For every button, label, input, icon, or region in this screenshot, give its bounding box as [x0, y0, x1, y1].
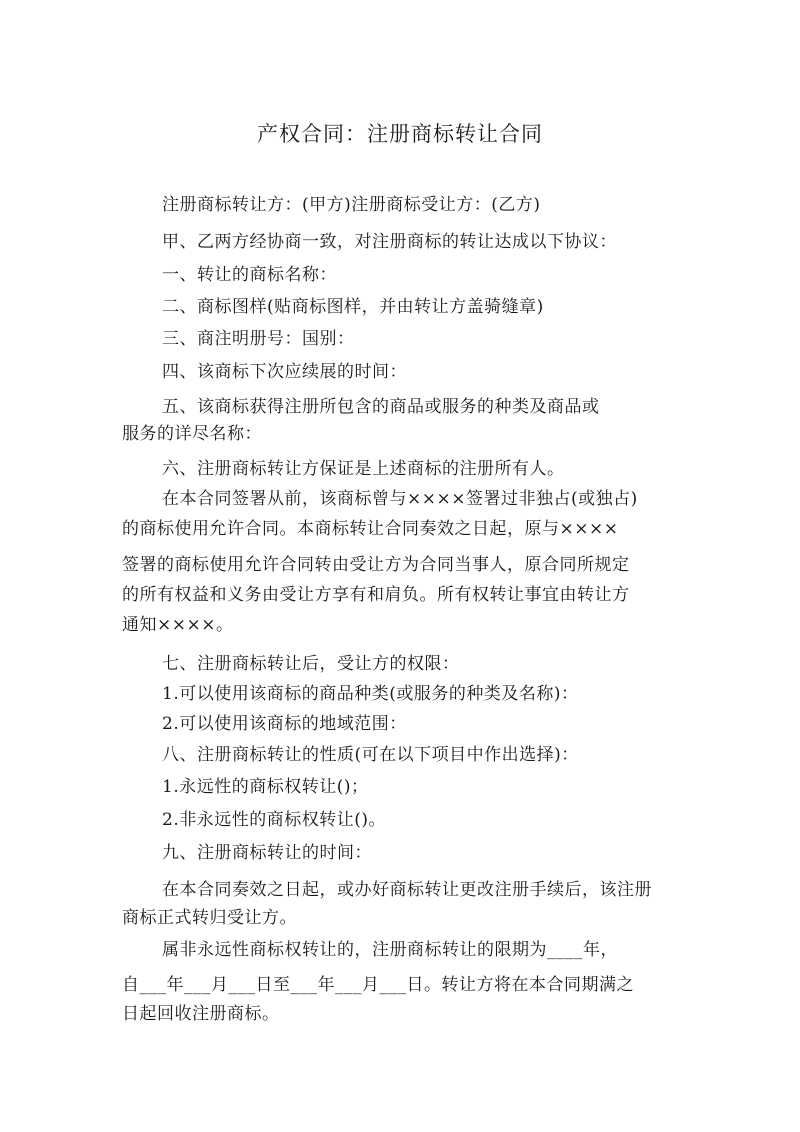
clause-8-item-2: 2.非永远性的商标权转让()。 [162, 810, 386, 830]
clause-6-line-3: 的商标使用允许合同。本商标转让合同奏效之日起，原与×××× [122, 519, 619, 539]
clause-6-line-1: 六、注册商标转让方保证是上述商标的注册所有人。 [162, 459, 565, 479]
clause-6-line-4: 签署的商标使用允许合同转由受让方为合同当事人，原合同所规定 [122, 555, 630, 575]
clause-8-heading: 八、注册商标转让的性质(可在以下项目中作出选择)： [162, 745, 579, 765]
clause-8-item-1: 1.永远性的商标权转让()； [162, 777, 369, 797]
clause-9-line-1: 在本合同奏效之日起，或办好商标转让更改注册手续后，该注册 [162, 880, 652, 900]
clause-7-item-2: 2.可以使用该商标的地域范围： [162, 714, 407, 734]
clause-4-renewal-time: 四、该商标下次应续展的时间： [162, 362, 407, 382]
paragraph-parties: 注册商标转让方：(甲方)注册商标受让方：(乙方) [162, 195, 541, 215]
clause-6-line-6: 通知××××。 [122, 615, 234, 635]
term-line-1: 属非永远性商标权转让的，注册商标转让的限期为____年， [162, 940, 618, 960]
term-line-2: 自___年___月___日至___年___月___日。转让方将在本合同期满之 [122, 975, 634, 995]
clause-6-line-2: 在本合同签署从前，该商标曾与××××签署过非独占(或独占) [162, 489, 638, 509]
clause-5-line-2: 服务的详尽名称： [122, 424, 262, 444]
clause-1-trademark-name: 一、转让的商标名称： [162, 265, 337, 285]
term-line-3: 日起回收注册商标。 [122, 1004, 280, 1024]
document-title: 产权合同：注册商标转让合同 [257, 122, 543, 146]
clause-9-heading: 九、注册商标转让的时间： [162, 843, 372, 863]
clause-7-item-1: 1.可以使用该商标的商品种类(或服务的种类及名称)： [162, 684, 579, 704]
clause-9-line-2: 商标正式转归受让方。 [122, 908, 297, 928]
clause-7-heading: 七、注册商标转让后，受让方的权限： [162, 654, 460, 674]
clause-5-line-1: 五、该商标获得注册所包含的商品或服务的种类及商品或 [162, 397, 600, 417]
clause-2-trademark-image: 二、商标图样(贴商标图样，并由转让方盖骑缝章) [162, 297, 544, 317]
clause-6-line-5: 的所有权益和义务由受让方享有和肩负。所有权转让事宜由转让方 [122, 585, 630, 605]
clause-3-registration-number: 三、商注明册号：国别： [162, 329, 355, 349]
paragraph-agreement: 甲、乙两方经协商一致，对注册商标的转让达成以下协议： [162, 232, 617, 252]
